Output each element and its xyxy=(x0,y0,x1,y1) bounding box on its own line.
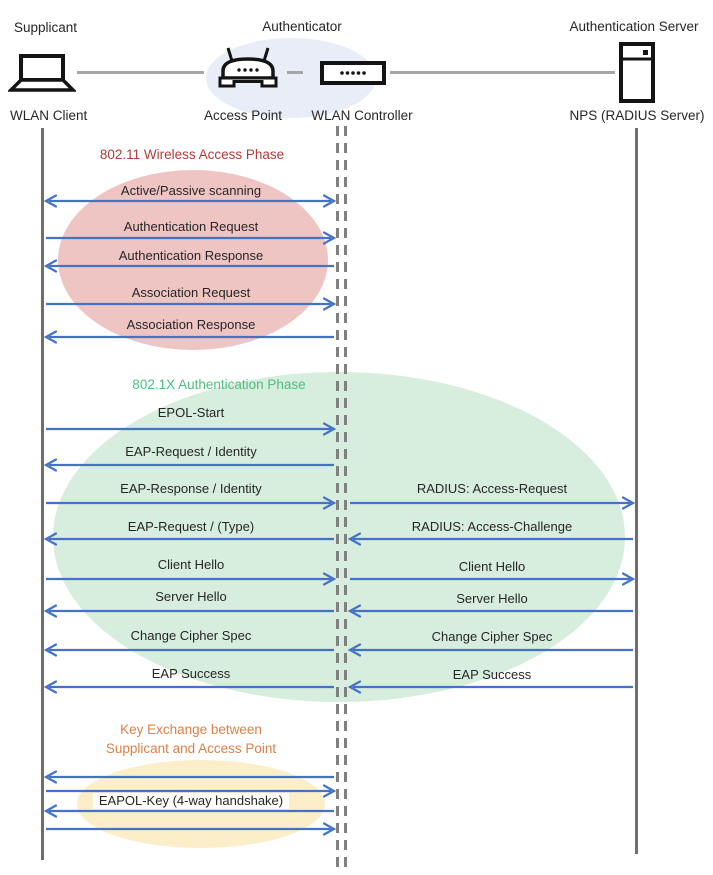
message-arrow xyxy=(46,682,334,693)
message-arrow xyxy=(350,534,633,545)
message-label: EAPOL-Key (4-way handshake) xyxy=(93,793,289,809)
message-arrow xyxy=(46,498,334,509)
phase2-title: 802.1X Authentication Phase xyxy=(132,377,306,392)
message-arrow xyxy=(46,772,334,783)
message-label: Active/Passive scanning xyxy=(120,183,262,198)
message-label: EAP-Request / Identity xyxy=(125,444,257,459)
phase3-title-line1: Key Exchange between xyxy=(120,722,262,737)
message-arrow xyxy=(350,498,633,509)
role-label-authentication-server: Authentication Server xyxy=(569,19,699,34)
message-arrow xyxy=(46,534,334,545)
node-label-wlan-controller: WLAN Controller xyxy=(311,108,413,123)
message-arrow xyxy=(46,606,334,617)
node-label-access-point: Access Point xyxy=(203,108,283,123)
message-arrow xyxy=(46,332,334,343)
phase1-title: 802.11 Wireless Access Phase xyxy=(99,147,285,162)
message-label: EAP Success xyxy=(452,667,532,682)
message-arrow xyxy=(350,682,633,693)
message-label: Authentication Response xyxy=(118,248,264,263)
message-arrow xyxy=(350,574,633,585)
message-label: EAP Success xyxy=(151,666,231,681)
message-arrow xyxy=(46,460,334,471)
message-arrow xyxy=(350,645,633,656)
message-arrow xyxy=(350,606,633,617)
message-label: Server Hello xyxy=(456,591,528,606)
message-label: Client Hello xyxy=(157,557,225,572)
message-label: EAP-Response / Identity xyxy=(120,481,262,496)
message-label: Authentication Request xyxy=(123,219,259,234)
message-label: Change Cipher Spec xyxy=(431,629,553,644)
message-label: Client Hello xyxy=(458,559,526,574)
message-label: EPOL-Start xyxy=(157,405,225,420)
node-label-wlan-client: WLAN Client xyxy=(10,108,88,123)
phase3-title-line2: Supplicant and Access Point xyxy=(105,741,277,756)
message-label: Association Request xyxy=(131,285,251,300)
message-label: EAP-Request / (Type) xyxy=(127,519,255,534)
node-label-nps-radius-server: NPS (RADIUS Server) xyxy=(569,108,705,123)
message-label: Server Hello xyxy=(155,589,227,604)
message-arrow xyxy=(46,645,334,656)
message-arrow xyxy=(46,574,334,585)
role-label-supplicant: Supplicant xyxy=(14,20,78,35)
message-label: Change Cipher Spec xyxy=(130,628,252,643)
message-label: Association Response xyxy=(126,317,256,332)
message-label: RADIUS: Access-Request xyxy=(416,481,568,496)
message-label: RADIUS: Access-Challenge xyxy=(411,519,573,534)
message-arrow xyxy=(46,824,334,835)
role-label-authenticator: Authenticator xyxy=(262,19,342,34)
message-arrow xyxy=(46,424,334,435)
